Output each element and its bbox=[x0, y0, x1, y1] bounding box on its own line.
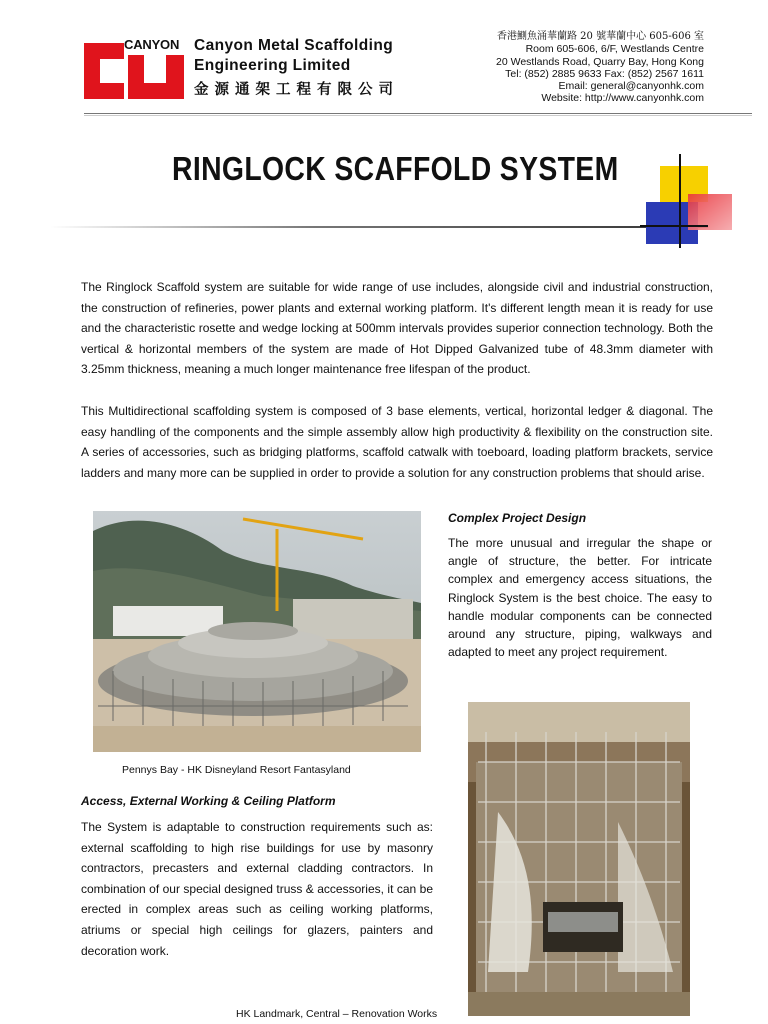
page-title: RINGLOCK SCAFFOLD SYSTEM bbox=[172, 150, 619, 187]
photo-pennys-bay bbox=[93, 511, 421, 752]
company-name-en bbox=[194, 36, 393, 76]
company-name-line2: Engineering Limited bbox=[194, 57, 351, 74]
address-line2: 20 Westlands Road, Quarry Bay, Hong Kong bbox=[496, 55, 704, 68]
company-logo bbox=[80, 37, 188, 103]
photo-hk-landmark bbox=[468, 702, 690, 1016]
heading-access-platform: Access, External Working & Ceiling Platform bbox=[81, 794, 336, 808]
company-name-zh: 金源通架工程有限公司 bbox=[194, 82, 399, 98]
contact-block bbox=[496, 31, 704, 105]
intro-paragraph-1: The Ringlock Scaffold system are suitable for wide range of use includes, alongside civil and industrial construction, the construction of refineries, power plants and external working platform. It's different length mean it is ready for use and the characteristic rosette and wedge locking at 500mm intervals provides superior connection technology. Both the vertical & horizontal members of the system are made of Hot Dipped Galvanized tube of 48.3mm diameter with 3.25mm thickness, meaning a much longer maintenance free lifespan of the product. bbox=[81, 280, 713, 377]
logo-text: CANYON bbox=[124, 37, 180, 52]
header-divider-light bbox=[84, 115, 752, 116]
heading-complex-project: Complex Project Design bbox=[448, 511, 587, 525]
caption-hk-landmark: HK Landmark, Central – Renovation Works bbox=[236, 1008, 438, 1020]
email-link[interactable]: Email: general@canyonhk.com bbox=[558, 80, 704, 93]
company-name-line1: Canyon Metal Scaffolding bbox=[194, 37, 394, 54]
header-divider bbox=[84, 113, 752, 114]
address-zh: 香港鰂魚涌華蘭路 20 號華蘭中心 605-606 室 bbox=[497, 31, 704, 42]
access-platform-text: The System is adaptable to construction requirements such as: external scaffolding to high rise buildings for use by masonry contractors, precasters and external cladding contractors. In combination of our special designed truss & accessories, it can be erected in complex areas such as ceiling working platforms, atriums or special high ceilings for glazers, painters and decoration work. bbox=[81, 820, 433, 958]
caption-pennys-bay: Pennys Bay - HK Disneyland Resort Fantasyland bbox=[122, 764, 351, 776]
title-divider bbox=[50, 226, 708, 228]
decorative-squares bbox=[640, 150, 740, 250]
intro-paragraph-2: This Multidirectional scaffolding system is composed of 3 base elements, vertical, horizontal ledger & diagonal. The easy handling of the components and the simple assembly allow high productivity & flexibility on the construction site. A series of accessories, such as bridging platforms, scaffold catwalk with toeboard, loading platform brackets, service ladders and many more can be supplied in order to provide a solution for any construction problems that should arise. bbox=[81, 404, 713, 480]
address-line1: Room 605-606, 6/F, Westlands Centre bbox=[525, 43, 704, 56]
phone-fax: Tel: (852) 2885 9633 Fax: (852) 2567 1611 bbox=[505, 67, 704, 80]
website-link[interactable]: Website: http://www.canyonhk.com bbox=[541, 92, 704, 105]
complex-project-text: The more unusual and irregular the shape or angle of structure, the better. For intricate complex and emergency access situations, the Ringlock System is the best choice. The easy to handle modular components can be connected around any structure, piping, walkways and adapted to meet any project requirement. bbox=[448, 536, 712, 660]
